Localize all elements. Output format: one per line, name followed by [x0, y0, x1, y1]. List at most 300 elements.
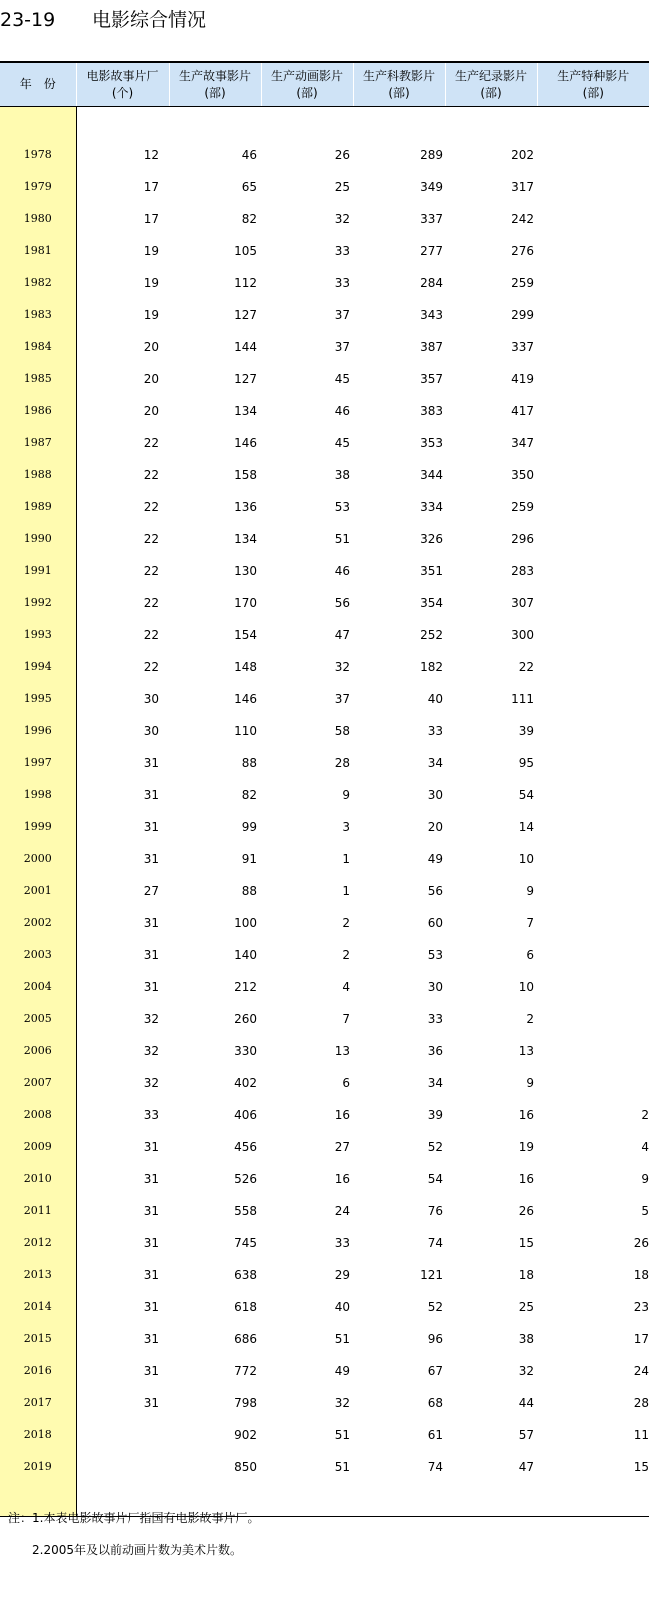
year-cell: 2012	[0, 1227, 76, 1259]
value-cell: 300	[511, 628, 534, 642]
value-cell: 27	[143, 884, 159, 898]
value-cell: 32	[143, 1012, 159, 1026]
value-cell: 31	[143, 820, 159, 834]
value-cell: 34	[427, 1076, 443, 1090]
value-cell	[537, 619, 649, 651]
value-cell: 20	[427, 820, 443, 834]
value-cell: 24	[633, 1364, 649, 1378]
value-cell	[537, 907, 649, 939]
value-cell	[537, 971, 649, 1003]
year-cell: 1994	[0, 651, 76, 683]
value-cell: 37	[334, 308, 350, 322]
value-cell	[537, 715, 649, 747]
table-row	[0, 971, 649, 1003]
value-cell: 242	[511, 212, 534, 226]
value-cell: 31	[143, 948, 159, 962]
value-cell: 18	[633, 1268, 649, 1282]
table-number: 23-19	[0, 9, 56, 31]
table-row	[0, 651, 649, 683]
value-cell: 26	[633, 1236, 649, 1250]
value-cell: 49	[334, 1364, 350, 1378]
value-cell: 618	[234, 1300, 257, 1314]
value-cell: 10	[518, 980, 534, 994]
value-cell: 74	[427, 1460, 443, 1474]
spacer-row	[0, 107, 649, 140]
table-row	[0, 811, 649, 843]
value-cell: 33	[427, 1012, 443, 1026]
value-cell: 383	[420, 404, 443, 418]
value-cell: 52	[427, 1300, 443, 1314]
value-cell: 558	[234, 1204, 257, 1218]
table-row	[0, 1003, 649, 1035]
year-cell: 1983	[0, 299, 76, 331]
value-cell: 45	[334, 372, 350, 386]
value-cell: 136	[234, 500, 257, 514]
value-cell: 347	[511, 436, 534, 450]
year-cell: 2009	[0, 1131, 76, 1163]
value-cell: 31	[143, 756, 159, 770]
value-cell: 20	[143, 404, 159, 418]
value-cell: 32	[518, 1364, 534, 1378]
table-row	[0, 1291, 649, 1323]
value-cell: 68	[427, 1396, 443, 1410]
year-cell: 2014	[0, 1291, 76, 1323]
value-cell: 22	[143, 660, 159, 674]
value-cell: 798	[234, 1396, 257, 1410]
table-row	[0, 1131, 649, 1163]
year-cell: 2017	[0, 1387, 76, 1419]
table-row	[0, 491, 649, 523]
value-cell: 148	[234, 660, 257, 674]
value-cell	[537, 171, 649, 203]
value-cell: 15	[633, 1460, 649, 1474]
table-row	[0, 171, 649, 203]
table-row	[0, 395, 649, 427]
value-cell: 15	[518, 1236, 534, 1250]
value-cell: 130	[234, 564, 257, 578]
value-cell: 745	[234, 1236, 257, 1250]
table-row	[0, 555, 649, 587]
value-cell: 110	[234, 724, 257, 738]
value-cell: 22	[143, 468, 159, 482]
year-cell: 1992	[0, 587, 76, 619]
value-cell: 24	[334, 1204, 350, 1218]
value-cell: 47	[518, 1460, 534, 1474]
table-row	[0, 939, 649, 971]
value-cell	[537, 779, 649, 811]
value-cell: 7	[342, 1012, 350, 1026]
value-cell: 212	[234, 980, 257, 994]
value-cell: 419	[511, 372, 534, 386]
year-cell: 1981	[0, 235, 76, 267]
table-row	[0, 619, 649, 651]
value-cell: 39	[427, 1108, 443, 1122]
value-cell: 26	[518, 1204, 534, 1218]
value-cell: 37	[334, 692, 350, 706]
value-cell: 95	[518, 756, 534, 770]
value-cell: 4	[342, 980, 350, 994]
value-cell: 146	[234, 692, 257, 706]
value-cell	[537, 139, 649, 171]
year-cell: 2007	[0, 1067, 76, 1099]
value-cell: 54	[518, 788, 534, 802]
value-cell: 121	[420, 1268, 443, 1282]
table-row	[0, 843, 649, 875]
table-row	[0, 587, 649, 619]
table-row	[0, 715, 649, 747]
year-cell: 2011	[0, 1195, 76, 1227]
value-cell: 18	[518, 1268, 534, 1282]
value-cell: 28	[334, 756, 350, 770]
value-cell: 16	[518, 1108, 534, 1122]
value-cell: 289	[420, 148, 443, 162]
table-row	[0, 1227, 649, 1259]
value-cell	[537, 523, 649, 555]
value-cell: 31	[143, 1364, 159, 1378]
table-row	[0, 1451, 649, 1483]
table-row	[0, 235, 649, 267]
year-cell: 1990	[0, 523, 76, 555]
value-cell: 56	[427, 884, 443, 898]
value-cell: 154	[234, 628, 257, 642]
value-cell: 31	[143, 1172, 159, 1186]
value-cell: 31	[143, 1140, 159, 1154]
year-cell: 2010	[0, 1163, 76, 1195]
value-cell: 146	[234, 436, 257, 450]
value-cell: 46	[241, 148, 257, 162]
value-cell: 22	[143, 500, 159, 514]
table-row	[0, 907, 649, 939]
value-cell: 17	[633, 1332, 649, 1346]
value-cell: 82	[241, 212, 257, 226]
value-cell: 1	[342, 884, 350, 898]
value-cell: 1	[342, 852, 350, 866]
value-cell: 88	[241, 756, 257, 770]
value-cell: 850	[234, 1460, 257, 1474]
value-cell	[537, 587, 649, 619]
value-cell: 330	[234, 1044, 257, 1058]
value-cell: 134	[234, 404, 257, 418]
table-row	[0, 875, 649, 907]
table-row	[0, 363, 649, 395]
value-cell: 30	[143, 692, 159, 706]
value-cell: 406	[234, 1108, 257, 1122]
table-row	[0, 331, 649, 363]
value-cell: 19	[143, 244, 159, 258]
value-cell: 33	[334, 1236, 350, 1250]
value-cell: 22	[518, 660, 534, 674]
value-cell: 20	[143, 372, 159, 386]
value-cell: 33	[143, 1108, 159, 1122]
value-cell: 105	[234, 244, 257, 258]
value-cell: 49	[427, 852, 443, 866]
value-cell	[537, 939, 649, 971]
value-cell: 9	[526, 1076, 534, 1090]
value-cell: 16	[518, 1172, 534, 1186]
value-cell: 33	[334, 244, 350, 258]
year-cell: 1996	[0, 715, 76, 747]
value-cell: 30	[427, 788, 443, 802]
value-cell: 74	[427, 1236, 443, 1250]
value-cell	[537, 203, 649, 235]
value-cell: 38	[518, 1332, 534, 1346]
value-cell	[537, 235, 649, 267]
value-cell: 3	[342, 820, 350, 834]
value-cell: 46	[334, 404, 350, 418]
year-cell: 2001	[0, 875, 76, 907]
value-cell: 36	[427, 1044, 443, 1058]
value-cell: 88	[241, 884, 257, 898]
header-feature-films: 生产故事影片 (部)	[169, 62, 261, 107]
value-cell: 19	[143, 276, 159, 290]
value-cell: 25	[334, 180, 350, 194]
year-cell: 2000	[0, 843, 76, 875]
film-stats-table	[0, 61, 649, 1517]
value-cell: 29	[334, 1268, 350, 1282]
value-cell: 337	[420, 212, 443, 226]
value-cell: 23	[633, 1300, 649, 1314]
header-science-films: 生产科教影片 (部)	[353, 62, 445, 107]
table-title: 电影综合情况	[92, 9, 207, 31]
value-cell: 22	[143, 596, 159, 610]
value-cell	[76, 1451, 169, 1483]
value-cell: 638	[234, 1268, 257, 1282]
value-cell: 417	[511, 404, 534, 418]
value-cell: 53	[334, 500, 350, 514]
value-cell: 28	[633, 1396, 649, 1410]
table-row	[0, 523, 649, 555]
year-cell: 1995	[0, 683, 76, 715]
value-cell: 277	[420, 244, 443, 258]
value-cell: 16	[334, 1172, 350, 1186]
value-cell: 100	[234, 916, 257, 930]
value-cell: 56	[334, 596, 350, 610]
header-row	[0, 62, 649, 107]
value-cell: 96	[427, 1332, 443, 1346]
value-cell	[537, 395, 649, 427]
year-cell: 1989	[0, 491, 76, 523]
value-cell: 32	[143, 1076, 159, 1090]
table-row	[0, 1419, 649, 1451]
value-cell: 4	[641, 1140, 649, 1154]
value-cell	[537, 843, 649, 875]
value-cell: 31	[143, 916, 159, 930]
value-cell: 31	[143, 1300, 159, 1314]
value-cell: 456	[234, 1140, 257, 1154]
year-cell: 1987	[0, 427, 76, 459]
value-cell: 353	[420, 436, 443, 450]
table-row	[0, 1259, 649, 1291]
value-cell: 5	[641, 1204, 649, 1218]
value-cell: 30	[427, 980, 443, 994]
value-cell: 61	[427, 1428, 443, 1442]
table-row	[0, 459, 649, 491]
value-cell: 17	[143, 180, 159, 194]
year-cell: 1982	[0, 267, 76, 299]
value-cell: 357	[420, 372, 443, 386]
value-cell	[537, 555, 649, 587]
value-cell: 20	[143, 340, 159, 354]
value-cell: 686	[234, 1332, 257, 1346]
value-cell: 296	[511, 532, 534, 546]
header-documentary-films: 生产纪录影片 (部)	[445, 62, 537, 107]
header-animated-films: 生产动画影片 (部)	[261, 62, 353, 107]
value-cell: 182	[420, 660, 443, 674]
value-cell: 82	[241, 788, 257, 802]
value-cell	[537, 363, 649, 395]
value-cell: 54	[427, 1172, 443, 1186]
value-cell: 2	[342, 916, 350, 930]
value-cell: 13	[518, 1044, 534, 1058]
value-cell: 13	[334, 1044, 350, 1058]
year-cell: 2016	[0, 1355, 76, 1387]
value-cell: 6	[526, 948, 534, 962]
value-cell: 170	[234, 596, 257, 610]
value-cell: 38	[334, 468, 350, 482]
year-cell: 2005	[0, 1003, 76, 1035]
value-cell: 30	[143, 724, 159, 738]
year-cell: 1984	[0, 331, 76, 363]
value-cell: 11	[633, 1428, 649, 1442]
table-row	[0, 779, 649, 811]
value-cell: 46	[334, 564, 350, 578]
value-cell	[537, 683, 649, 715]
table-row	[0, 203, 649, 235]
value-cell	[537, 1003, 649, 1035]
value-cell: 260	[234, 1012, 257, 1026]
value-cell: 134	[234, 532, 257, 546]
year-cell: 2008	[0, 1099, 76, 1131]
value-cell: 33	[427, 724, 443, 738]
value-cell: 337	[511, 340, 534, 354]
value-cell: 19	[143, 308, 159, 322]
value-cell: 2	[526, 1012, 534, 1026]
value-cell: 32	[334, 1396, 350, 1410]
value-cell: 26	[334, 148, 350, 162]
value-cell: 344	[420, 468, 443, 482]
value-cell: 39	[518, 724, 534, 738]
value-cell: 2	[641, 1108, 649, 1122]
value-cell	[537, 459, 649, 491]
year-cell: 2002	[0, 907, 76, 939]
value-cell: 76	[427, 1204, 443, 1218]
value-cell: 6	[342, 1076, 350, 1090]
value-cell: 32	[334, 212, 350, 226]
page-title	[0, 6, 649, 34]
value-cell: 32	[334, 660, 350, 674]
value-cell: 111	[511, 692, 534, 706]
header-studios: 电影故事片厂 (个)	[76, 62, 169, 107]
value-cell: 127	[234, 372, 257, 386]
year-cell: 1997	[0, 747, 76, 779]
year-cell: 1978	[0, 139, 76, 171]
value-cell	[537, 1067, 649, 1099]
value-cell: 40	[427, 692, 443, 706]
value-cell: 9	[526, 884, 534, 898]
value-cell	[537, 747, 649, 779]
value-cell: 9	[641, 1172, 649, 1186]
value-cell: 112	[234, 276, 257, 290]
value-cell: 51	[334, 1460, 350, 1474]
value-cell: 31	[143, 852, 159, 866]
table-row	[0, 427, 649, 459]
value-cell	[537, 491, 649, 523]
table-row	[0, 1163, 649, 1195]
value-cell: 99	[241, 820, 257, 834]
footnote-1: 注：1.本表电影故事片厂指国有电影故事片厂。	[8, 1511, 260, 1525]
value-cell: 902	[234, 1428, 257, 1442]
value-cell	[537, 875, 649, 907]
value-cell: 144	[234, 340, 257, 354]
value-cell: 34	[427, 756, 443, 770]
value-cell: 40	[334, 1300, 350, 1314]
table-row	[0, 747, 649, 779]
value-cell: 45	[334, 436, 350, 450]
value-cell: 57	[518, 1428, 534, 1442]
year-cell: 2004	[0, 971, 76, 1003]
value-cell: 32	[143, 1044, 159, 1058]
value-cell: 12	[143, 148, 159, 162]
value-cell	[537, 651, 649, 683]
value-cell: 127	[234, 308, 257, 322]
year-cell: 1993	[0, 619, 76, 651]
value-cell: 22	[143, 532, 159, 546]
value-cell: 51	[334, 532, 350, 546]
value-cell: 2	[342, 948, 350, 962]
year-cell: 2013	[0, 1259, 76, 1291]
table-row	[0, 1323, 649, 1355]
value-cell: 343	[420, 308, 443, 322]
value-cell: 259	[511, 500, 534, 514]
value-cell: 317	[511, 180, 534, 194]
value-cell: 31	[143, 1268, 159, 1282]
value-cell: 276	[511, 244, 534, 258]
value-cell: 299	[511, 308, 534, 322]
value-cell: 140	[234, 948, 257, 962]
value-cell: 9	[342, 788, 350, 802]
year-cell: 1988	[0, 459, 76, 491]
value-cell: 259	[511, 276, 534, 290]
value-cell: 31	[143, 1204, 159, 1218]
value-cell: 772	[234, 1364, 257, 1378]
value-cell: 307	[511, 596, 534, 610]
year-cell: 1998	[0, 779, 76, 811]
value-cell	[537, 299, 649, 331]
value-cell: 31	[143, 788, 159, 802]
value-cell: 22	[143, 564, 159, 578]
table-row	[0, 1355, 649, 1387]
table-row	[0, 1387, 649, 1419]
value-cell: 27	[334, 1140, 350, 1154]
year-cell: 1979	[0, 171, 76, 203]
year-cell: 1985	[0, 363, 76, 395]
value-cell: 10	[518, 852, 534, 866]
value-cell: 354	[420, 596, 443, 610]
value-cell	[76, 1419, 169, 1451]
value-cell: 44	[518, 1396, 534, 1410]
value-cell: 19	[518, 1140, 534, 1154]
value-cell: 158	[234, 468, 257, 482]
footnote-2: 2.2005年及以前动画片数为美术片数。	[32, 1543, 242, 1557]
value-cell: 22	[143, 628, 159, 642]
value-cell: 334	[420, 500, 443, 514]
value-cell: 7	[526, 916, 534, 930]
table-row	[0, 683, 649, 715]
table-row	[0, 267, 649, 299]
table-row	[0, 1195, 649, 1227]
header-year: 年 份	[0, 62, 76, 107]
year-cell: 2006	[0, 1035, 76, 1067]
